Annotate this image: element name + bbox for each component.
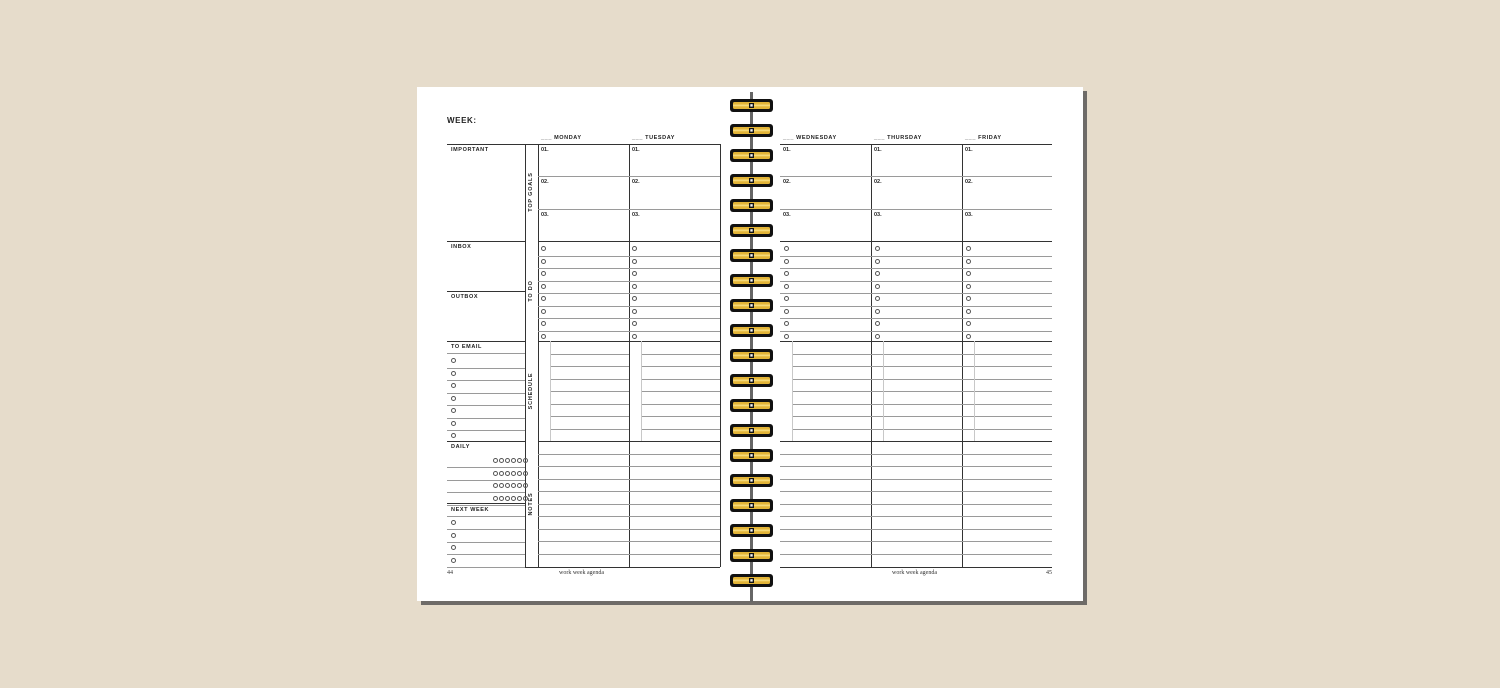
binding-ring <box>730 374 773 387</box>
todo-checkbox[interactable] <box>875 246 880 251</box>
todo-checkbox[interactable] <box>541 334 546 339</box>
email-rule <box>447 353 525 354</box>
todo-rule <box>780 306 1052 307</box>
notes-rule <box>780 504 1052 505</box>
notes-rule <box>780 541 1052 542</box>
habit-checkbox[interactable] <box>505 483 510 488</box>
email-checkbox[interactable] <box>451 371 456 376</box>
habit-checkbox[interactable] <box>511 496 516 501</box>
binding-ring <box>730 324 773 337</box>
schedule-rule <box>641 354 720 355</box>
bottom-rule <box>525 567 538 568</box>
todo-checkbox[interactable] <box>541 296 546 301</box>
email-rule <box>447 393 525 394</box>
todo-rule <box>538 331 720 332</box>
email-rule <box>447 430 525 431</box>
ring-icon <box>730 149 773 162</box>
schedule-rule <box>792 391 1052 392</box>
habit-checkbox[interactable] <box>517 458 522 463</box>
goal-rule <box>780 209 1052 210</box>
todo-rule <box>538 281 720 282</box>
section-rule <box>447 441 525 442</box>
goal-number: 01. <box>541 147 549 153</box>
schedule-rule <box>792 404 1052 405</box>
habit-checkbox[interactable] <box>493 496 498 501</box>
goal-rule <box>780 176 1052 177</box>
schedule-rule <box>792 354 1052 355</box>
ring-icon <box>730 324 773 337</box>
todo-checkbox[interactable] <box>632 271 637 276</box>
goal-number: 02. <box>541 179 549 185</box>
schedule-rule <box>641 416 720 417</box>
todo-checkbox[interactable] <box>541 271 546 276</box>
email-checkbox[interactable] <box>451 396 456 401</box>
goal-number: 02. <box>632 179 640 185</box>
schedule-rule <box>641 391 720 392</box>
todo-rule <box>538 293 720 294</box>
day-header-thursday: ___ THURSDAY <box>874 135 922 141</box>
habit-checkbox[interactable] <box>511 471 516 476</box>
goal-number: 03. <box>541 212 549 218</box>
notes-rule <box>538 554 720 555</box>
binding-ring <box>730 224 773 237</box>
todo-rule <box>780 281 1052 282</box>
habit-checkbox[interactable] <box>523 483 528 488</box>
schedule-rule <box>792 366 1052 367</box>
schedule-time-column <box>974 341 975 441</box>
day-header-wednesday: ___ WEDNESDAY <box>783 135 837 141</box>
todo-checkbox[interactable] <box>875 309 880 314</box>
daily-rule <box>447 505 525 506</box>
next-week-rule <box>447 567 525 568</box>
todo-rule <box>780 256 1052 257</box>
ring-icon <box>730 499 773 512</box>
binding-ring <box>730 349 773 362</box>
todo-checkbox[interactable] <box>966 334 971 339</box>
section-important: IMPORTANT <box>451 147 489 153</box>
todo-rule <box>780 318 1052 319</box>
habit-checkbox[interactable] <box>523 458 528 463</box>
habit-checkbox[interactable] <box>505 496 510 501</box>
binding-ring <box>730 549 773 562</box>
todo-checkbox[interactable] <box>966 296 971 301</box>
ring-icon <box>730 274 773 287</box>
goal-number: 03. <box>874 212 882 218</box>
todo-checkbox[interactable] <box>875 296 880 301</box>
binding-ring <box>730 499 773 512</box>
todo-checkbox[interactable] <box>541 321 546 326</box>
todo-checkbox[interactable] <box>784 284 789 289</box>
ring-icon <box>730 224 773 237</box>
notes-rule <box>780 554 1052 555</box>
todo-checkbox[interactable] <box>784 246 789 251</box>
binding-ring <box>730 399 773 412</box>
schedule-rule <box>550 379 629 380</box>
todo-checkbox[interactable] <box>541 309 546 314</box>
bottom-rule <box>780 567 1052 568</box>
todo-checkbox[interactable] <box>632 259 637 264</box>
email-rule <box>447 405 525 406</box>
todo-checkbox[interactable] <box>966 309 971 314</box>
binding-ring <box>730 174 773 187</box>
section-inbox: INBOX <box>451 244 472 250</box>
binding-ring <box>730 99 773 112</box>
todo-checkbox[interactable] <box>875 271 880 276</box>
todo-checkbox[interactable] <box>875 284 880 289</box>
goal-number: 01. <box>874 147 882 153</box>
schedule-time-column <box>641 341 642 441</box>
todo-checkbox[interactable] <box>875 334 880 339</box>
schedule-rule <box>641 366 720 367</box>
habit-checkbox[interactable] <box>493 471 498 476</box>
section-outbox: OUTBOX <box>451 294 479 300</box>
notes-rule <box>538 516 720 517</box>
schedule-rule <box>550 366 629 367</box>
vertical-label-top-goals: TOP GOALS <box>528 172 534 212</box>
ring-icon <box>730 424 773 437</box>
ring-icon <box>730 174 773 187</box>
todo-checkbox[interactable] <box>784 296 789 301</box>
schedule-rule <box>550 354 629 355</box>
todo-rule <box>538 318 720 319</box>
next-week-checkbox[interactable] <box>451 533 456 538</box>
habit-checkbox[interactable] <box>523 496 528 501</box>
day-header-friday: ___ FRIDAY <box>965 135 1002 141</box>
goal-number: 03. <box>783 212 791 218</box>
todo-checkbox[interactable] <box>966 246 971 251</box>
goal-number: 03. <box>632 212 640 218</box>
ring-icon <box>730 299 773 312</box>
todo-checkbox[interactable] <box>632 321 637 326</box>
goal-number: 01. <box>783 147 791 153</box>
todo-checkbox[interactable] <box>784 309 789 314</box>
goal-number: 01. <box>965 147 973 153</box>
todo-checkbox[interactable] <box>966 284 971 289</box>
todo-checkbox[interactable] <box>875 321 880 326</box>
notes-rule <box>780 491 1052 492</box>
goal-number: 01. <box>632 147 640 153</box>
todo-checkbox[interactable] <box>632 284 637 289</box>
schedule-rule <box>792 379 1052 380</box>
section-rule <box>780 441 1052 442</box>
email-rule <box>447 368 525 369</box>
notes-rule <box>780 516 1052 517</box>
todo-checkbox[interactable] <box>966 321 971 326</box>
notes-rule <box>780 529 1052 530</box>
notes-rule <box>780 479 1052 480</box>
todo-rule <box>538 306 720 307</box>
ring-icon <box>730 449 773 462</box>
binding-ring <box>730 149 773 162</box>
email-checkbox[interactable] <box>451 433 456 438</box>
notes-rule <box>538 504 720 505</box>
notes-rule <box>538 454 720 455</box>
ring-icon <box>730 199 773 212</box>
vertical-label-notes: NOTES <box>528 492 534 516</box>
ring-icon <box>730 524 773 537</box>
next-week-checkbox[interactable] <box>451 545 456 550</box>
email-checkbox[interactable] <box>451 383 456 388</box>
binding-ring <box>730 199 773 212</box>
goal-number: 02. <box>783 179 791 185</box>
section-rule <box>447 241 525 242</box>
schedule-time-column <box>550 341 551 441</box>
section-daily: DAILY <box>451 444 470 450</box>
day-header-tuesday: ___ TUESDAY <box>632 135 676 141</box>
todo-checkbox[interactable] <box>632 334 637 339</box>
page-number-left: 44 <box>447 570 453 576</box>
todo-rule <box>538 268 720 269</box>
notes-rule <box>780 466 1052 467</box>
day-edge <box>720 144 721 567</box>
email-checkbox[interactable] <box>451 421 456 426</box>
binding-ring <box>730 524 773 537</box>
schedule-rule <box>641 404 720 405</box>
notes-rule <box>538 479 720 480</box>
footer-title-left: work week agenda <box>559 570 604 576</box>
schedule-rule <box>792 429 1052 430</box>
vertical-label-schedule: SCHEDULE <box>528 372 534 410</box>
daily-rule <box>447 480 525 481</box>
habit-checkbox[interactable] <box>505 471 510 476</box>
todo-rule <box>538 256 720 257</box>
schedule-rule <box>550 416 629 417</box>
habit-checkbox[interactable] <box>499 496 504 501</box>
habit-checkbox[interactable] <box>493 458 498 463</box>
ring-icon <box>730 374 773 387</box>
notes-rule <box>780 454 1052 455</box>
goal-number: 03. <box>965 212 973 218</box>
notes-rule <box>538 491 720 492</box>
notes-rule <box>538 529 720 530</box>
header-rule <box>780 144 1052 145</box>
todo-checkbox[interactable] <box>966 259 971 264</box>
next-week-rule <box>447 529 525 530</box>
habit-checkbox[interactable] <box>505 458 510 463</box>
label-column-left <box>525 144 526 567</box>
goal-number: 02. <box>874 179 882 185</box>
habit-checkbox[interactable] <box>517 496 522 501</box>
goal-rule <box>538 176 720 177</box>
section-rule <box>447 341 525 342</box>
binding-ring <box>730 249 773 262</box>
habit-checkbox[interactable] <box>511 458 516 463</box>
binding-ring <box>730 574 773 587</box>
todo-checkbox[interactable] <box>632 296 637 301</box>
schedule-rule <box>792 416 1052 417</box>
habit-checkbox[interactable] <box>499 458 504 463</box>
todo-checkbox[interactable] <box>784 259 789 264</box>
binding-ring <box>730 449 773 462</box>
day-header-monday: ___ MONDAY <box>541 135 582 141</box>
daily-rule <box>447 492 525 493</box>
ring-icon <box>730 249 773 262</box>
todo-checkbox[interactable] <box>784 271 789 276</box>
vertical-label-to-do: TO DO <box>528 280 534 302</box>
section-to-email: TO EMAIL <box>451 344 482 350</box>
todo-checkbox[interactable] <box>875 259 880 264</box>
email-rule <box>447 418 525 419</box>
footer-title-right: work week agenda <box>892 570 937 576</box>
ring-icon <box>730 549 773 562</box>
todo-checkbox[interactable] <box>966 271 971 276</box>
binding-ring <box>730 424 773 437</box>
email-rule <box>447 380 525 381</box>
todo-checkbox[interactable] <box>541 284 546 289</box>
week-label: WEEK: <box>447 116 477 125</box>
todo-checkbox[interactable] <box>632 246 637 251</box>
habit-checkbox[interactable] <box>523 471 528 476</box>
ring-icon <box>730 349 773 362</box>
section-rule <box>780 241 1052 242</box>
todo-checkbox[interactable] <box>541 246 546 251</box>
section-rule <box>780 341 1052 342</box>
header-rule <box>447 144 720 145</box>
section-next-week: NEXT WEEK <box>451 507 490 513</box>
todo-rule <box>780 268 1052 269</box>
habit-checkbox[interactable] <box>517 471 522 476</box>
next-week-rule <box>447 554 525 555</box>
todo-rule <box>780 293 1052 294</box>
schedule-rule <box>641 379 720 380</box>
goal-rule <box>538 209 720 210</box>
todo-checkbox[interactable] <box>541 259 546 264</box>
next-week-rule <box>447 516 525 517</box>
habit-checkbox[interactable] <box>511 483 516 488</box>
habit-checkbox[interactable] <box>499 483 504 488</box>
schedule-rule <box>641 429 720 430</box>
ring-icon <box>730 574 773 587</box>
next-week-checkbox[interactable] <box>451 520 456 525</box>
schedule-rule <box>550 429 629 430</box>
next-week-checkbox[interactable] <box>451 558 456 563</box>
ring-icon <box>730 474 773 487</box>
todo-rule <box>780 331 1052 332</box>
binding-ring <box>730 124 773 137</box>
ring-icon <box>730 99 773 112</box>
section-rule <box>447 291 525 292</box>
todo-checkbox[interactable] <box>784 321 789 326</box>
schedule-time-column <box>883 341 884 441</box>
todo-checkbox[interactable] <box>632 309 637 314</box>
page-number-right: 45 <box>1046 570 1052 576</box>
daily-rule <box>447 467 525 468</box>
habit-checkbox[interactable] <box>493 483 498 488</box>
email-checkbox[interactable] <box>451 408 456 413</box>
ring-icon <box>730 399 773 412</box>
binding-ring <box>730 299 773 312</box>
schedule-rule <box>550 391 629 392</box>
notes-rule <box>538 466 720 467</box>
goal-number: 02. <box>965 179 973 185</box>
binding-ring <box>730 274 773 287</box>
habit-checkbox[interactable] <box>499 471 504 476</box>
binding-ring <box>730 474 773 487</box>
habit-checkbox[interactable] <box>517 483 522 488</box>
email-checkbox[interactable] <box>451 358 456 363</box>
ring-icon <box>730 124 773 137</box>
schedule-rule <box>550 404 629 405</box>
next-week-rule <box>447 542 525 543</box>
todo-checkbox[interactable] <box>784 334 789 339</box>
schedule-time-column <box>792 341 793 441</box>
notes-rule <box>538 541 720 542</box>
